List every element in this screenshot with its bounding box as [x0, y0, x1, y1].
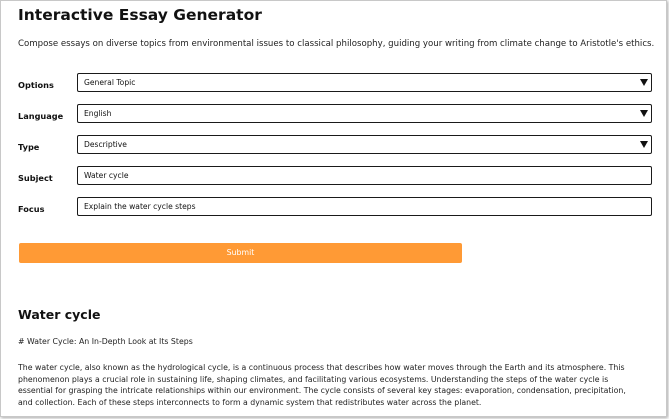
language-selected-value: English	[84, 109, 112, 118]
options-select[interactable]	[77, 73, 652, 92]
essay-paragraph	[18, 362, 648, 408]
result-title: Water cycle	[18, 307, 101, 322]
type-label: Type	[18, 142, 40, 152]
page-description: Compose essays on diverse topics from environmental issues to classical philosophy, guiding your writing from climate change to Aristotle's ethics.	[18, 39, 655, 49]
type-select[interactable]	[77, 135, 652, 154]
focus-label: Focus	[18, 204, 45, 214]
subject-input[interactable]	[77, 166, 652, 185]
subject-label: Subject	[18, 173, 53, 183]
essay-line: phenomenon plays a crucial role in sustaining life, shaping climates, and facilitating various ecosystems. Understanding the steps of the water cycle is	[18, 374, 609, 384]
essay-line: essential for grasping the intricate relationships within our environment. The cycle consists of several key stages: evaporation, condensation, precipitation,	[18, 386, 626, 396]
essay-heading: # Water Cycle: An In-Depth Look at Its Steps	[18, 337, 193, 346]
submit-button[interactable]: Submit	[19, 243, 462, 263]
language-select[interactable]	[77, 104, 652, 123]
subject-input-value: Water cycle	[84, 171, 129, 180]
page-title: Interactive Essay Generator	[18, 6, 262, 24]
essay-line: and collection. Each of these steps interconnects to form a dynamic system that redistributes water across the planet.	[18, 397, 482, 407]
caret-down-icon	[640, 141, 648, 148]
essay-line: The water cycle, also known as the hydrological cycle, is a continuous process that describes how water moves through the Earth and its atmosphere. This	[18, 363, 625, 372]
caret-down-icon	[640, 79, 648, 86]
focus-input[interactable]	[77, 197, 652, 216]
language-label: Language	[18, 111, 64, 121]
caret-down-icon	[640, 110, 648, 117]
options-label: Options	[18, 80, 54, 90]
options-selected-value: General Topic	[84, 78, 136, 87]
type-selected-value: Descriptive	[84, 140, 127, 149]
focus-input-value: Explain the water cycle steps	[84, 202, 196, 211]
